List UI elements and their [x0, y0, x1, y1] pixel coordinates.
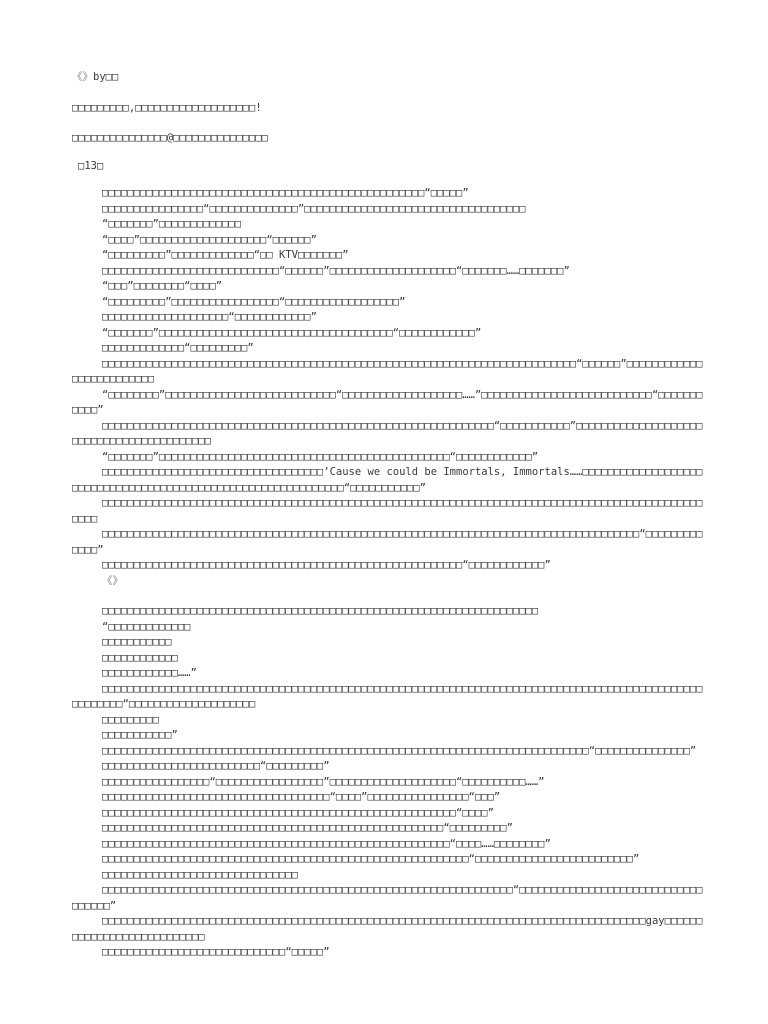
chapter-body	[72, 186, 704, 589]
paragraph: “□□□□□□□□□”□□□□□□□□□□□□□□□□□“□□□□□□□□□□□□□□□□□□”	[102, 295, 406, 308]
paragraph: □□□□□□□□□□□□□“□□□□□□□□□”	[102, 342, 254, 354]
paragraph: □□□□□□□□□□□□□□□□□□□□□□□□□□□□□□□□□□□□□□□□□□□□□□□□□□□□□□□□□□□□□□□□□□□□□□□□□□□□□□□□□□□□□□□□□□□□□□□□□□□□□□□“□□□□□□□□□□□□□□□□□□□□	[72, 682, 703, 710]
paragraph: □□□□□□□□□□□□□□□□□□□□□□□□□□□□□□□□□□□□□□□□□□□□□□□□□□□□□□□□□□□□□□□□□□□□□□□□□□□“□□□□□□”□□□□□□□□□□□□□□□□□□□□□□□□□	[72, 357, 703, 385]
paragraph: □□□□□□□□□□□□□□□□□□□□□□□□□□□□□□□□□□□□□□□□□□□□□□□□□□□□□□□“□□□□……□□□□□□□□”	[102, 837, 551, 850]
paragraph: □□□□□□□□□□□”	[102, 729, 178, 741]
paragraph: □□□□□□□□□□□□□□□□□□□□“□□□□□□□□□□□□”	[102, 311, 317, 323]
paragraph: □□□□□□□□□□□□□□□□□□□□□□□□□□□□□□□□□□□□□□□□□□□□□□□□□□□□□□□□“□□□□”	[102, 806, 494, 819]
paragraph: □□□□□□□□□□□□□□□□□□□□□□□□□□□□□□□	[102, 868, 298, 881]
section-mark: 《》	[102, 574, 123, 587]
paragraph: “□□□□□□□□”□□□□□□□□□□□□□□□□□□□□□□□□□□□“□□□□□□□□□□□□□□□□□□□……”□□□□□□□□□□□□□□□□□□□□□□□□□□□“□□□□□□□□□□□”	[72, 388, 703, 416]
chapter-body-continued	[72, 604, 704, 961]
paragraph: □□□□□□□□□□□□……”	[102, 667, 197, 679]
paragraph: □□□□□□□□□□□□□□□□□□□□□□□□□“□□□□□□□□□”	[102, 760, 330, 772]
paragraph: “□□□□□□□”□□□□□□□□□□□□□□□□□□□□□□□□□□□□□□□□□□□□□“□□□□□□□□□□□□”	[102, 326, 482, 339]
paragraph: □□□□□□□□□□□□□□□□□□□□□□□□□□□□“□□□□□□”□□□□□□□□□□□□□□□□□□□□“□□□□□□□……□□□□□□□”	[102, 264, 570, 277]
paragraph: “□□□□□□□”□□□□□□□□□□□□□□□□□□□□□□□□□□□□□□□□□□□□□□□□□□□□□□“□□□□□□□□□□□□”	[102, 450, 539, 463]
paragraph: □□□□□□□□□□□	[102, 636, 172, 648]
paragraph: □□□□□□□□□□□□□□□□□“□□□□□□□□□□□□□□□□□”□□□□□□□□□□□□□□□□□□□□“□□□□□□□□□□……”	[102, 775, 545, 788]
paragraph: □□□□□□□□□□□□□□□□□□□□□□□□□□□□□□□□□□□□□□□□□□□□□□□□□□□□□□□□□□□□□□□□□□□□□□□□□□□□□□□□□□□□□□□□□□□□□□□□□□□	[72, 497, 703, 525]
paragraph: □□□□□□□□□□□□□□□□□□□□□□□□□□□□□□□□□□□□□□□□□□□□□□□□□□□□□□□□□□□□□□□□□□□□□	[102, 605, 539, 617]
paragraph: □□□□□□□□□□□□□□□□□□□□□□□□□□□□□□□□□□□□“□□□□”□□□□□□□□□□□□□□□□“□□□”	[102, 791, 501, 803]
paragraph: □□□□□□□□□□□□□□□□□□□□□□□□□□□□□“□□□□□”	[102, 946, 330, 958]
intro-line: □□□□□□□□□,□□□□□□□□□□□□□□□□□□□!	[72, 101, 262, 114]
paragraph: □□□□□□□□□□□□□□□□□□□□□□□□□□□□□□□□□□□□□□□□□□□□□□□□□□□□□□□□□“□□□□□□□□□□□□”	[102, 559, 551, 571]
paragraph: □□□□□□□□□□□□□□□□“□□□□□□□□□□□□□□”□□□□□□□□□□□□□□□□□□□□□□□□□□□□□□□□□□□	[102, 202, 526, 215]
paragraph: □□□□□□□□□□□□□□□□□□□□□□□□□□□□□□□□□□□□□□□□□□□□□□□□□□□“□□□□□”	[102, 187, 469, 199]
paragraph: □□□□□□□□□□□□	[102, 651, 178, 664]
paragraph: □□□□□□□□□□□□□□□□□□□□□□□□□□□□□□□□□□□□□□□□□□□□□□□□□□□□□□□□□□□□□□□□□“□□□□□□□□□□□□□□□□□□□□□□□□□□□□□□□□□□□”	[72, 884, 703, 912]
paragraph: “□□□□□□□□□□□□□	[102, 620, 191, 633]
note-line: □□□□□□□□□□□□□□□@□□□□□□□□□□□□□□□	[72, 132, 268, 144]
paragraph: □□□□□□□□□	[102, 713, 159, 726]
paragraph: “□□□□□□□”□□□□□□□□□□□□□	[102, 218, 242, 230]
paragraph: □□□□□□□□□□□□□□□□□□□□□□□□□□□□□□□□□□□□□□□□□□□□□□□□□□□□□□□□□□□□□□□□□□□□□□□□□□□□□□□□□□□□□□gay□□□□□□□□□□□□□□□□□□□□□□□□□□□	[72, 915, 703, 943]
paragraph: □□□□□□□□□□□□□□□□□□□□□□□□□□□□□□□□□□□□□□□□□□□□□□□□□□□□□□□□□□□□□□□□□□□□□□□□□□□□□“□□□□□□□□□□□□□□□”	[102, 744, 697, 757]
paragraph: “□□□”□□□□□□□□“□□□□”	[102, 280, 223, 292]
paragraph: □□□□□□□□□□□□□□□□□□□□□□□□□□□□□□□□□□□□□□□□□□□□□□□□□□□□□□□□□□□□□□“□□□□□□□□□□□”□□□□□□□□□□□□□□□□□□□□□□□□□□□□□□□□□□□□□□□□□□	[72, 419, 703, 447]
paragraph: □□□□□□□□□□□□□□□□□□□□□□□□□□□□□□□□□□□□□□□□□□□□□□□□□□□□□□□□□□“□□□□□□□□□□□□□□□□□□□□□□□□□”	[102, 853, 640, 865]
paragraph: □□□□□□□□□□□□□□□□□□□□□□□□□□□□□□□□□□□’Cause we could be Immortals, Immortals……□□□□□□□□□□□□□□□□□□□□□□□□□□□□□□□□□□□□□□□□□□□□□□□□□□□□□□□□□□□□□□“□□□□□□□□□□□”	[72, 466, 703, 494]
byline: 《》by□□	[72, 71, 119, 83]
paragraph: “□□□□”□□□□□□□□□□□□□□□□□□□□“□□□□□□”	[102, 233, 317, 246]
document-page	[72, 70, 704, 961]
paragraph: “□□□□□□□□□”□□□□□□□□□□□□□“□□ KTV□□□□□□□”	[102, 249, 349, 261]
chapter-heading: □13□	[78, 159, 104, 172]
paragraph: □□□□□□□□□□□□□□□□□□□□□□□□□□□□□□□□□□□□□□□□□□□□□□□□□□□□□□□□□□□□□□□□□□□□□□□□□□□□□□□□□□□□□“□□□□□□□□□□□□□”	[72, 528, 703, 556]
paragraph: □□□□□□□□□□□□□□□□□□□□□□□□□□□□□□□□□□□□□□□□□□□□□□□□□□□□□□“□□□□□□□□□”	[102, 822, 513, 834]
